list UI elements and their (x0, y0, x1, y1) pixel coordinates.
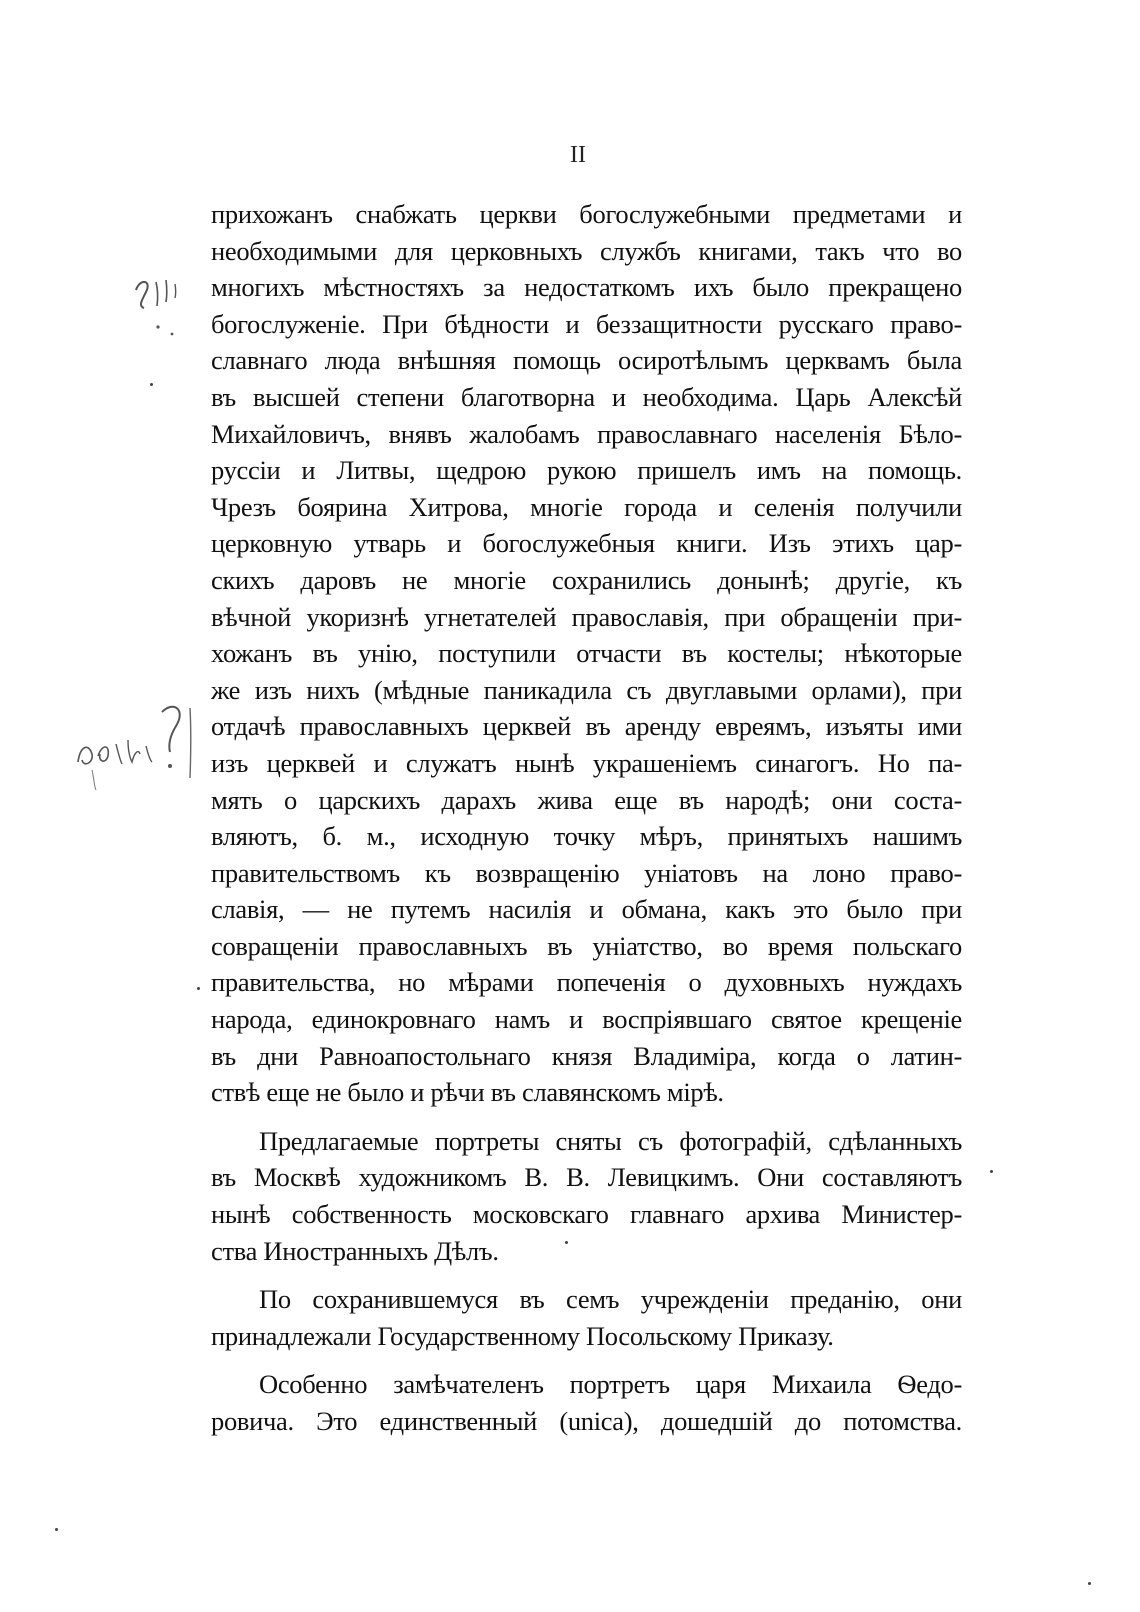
paragraph-4 (211, 1366, 962, 1439)
text-line: же изъ нихъ (мѣдные паникадила съ двуглавыми орлами), при (211, 674, 962, 705)
text-line: принадлежали Государственному Посольскому Приказу. (211, 1320, 834, 1351)
paragraph-3 (211, 1281, 962, 1354)
text-line: ровича. Это единственный (unica), дошедшій до потомства. (211, 1406, 962, 1436)
handwritten-margin-mark-top (128, 272, 188, 342)
text-line: мять о царскихъ дарахъ жива еще въ народѣ; они соста- (211, 784, 962, 815)
margin-speck (197, 987, 200, 990)
text-line: въ дни Равноапостольнаго князя Владиміра, когда о латин- (211, 1040, 962, 1071)
handwritten-margin-mark-middle (70, 692, 200, 792)
text-line: многихъ мѣстностяхъ за недостаткомъ ихъ было прекращено (211, 272, 962, 303)
text-line: скихъ даровъ не многіе сохранились донынѣ; другіе, къ (211, 564, 962, 595)
margin-speck (990, 1170, 993, 1173)
body-text (211, 196, 962, 1440)
text-line: правительствомъ къ возвращенію уніатовъ на лоно право- (211, 857, 962, 888)
text-line: славнаго люда внѣшняя помощь осиротѣлымъ церквамъ была (211, 345, 962, 376)
text-line: Особенно замѣчателенъ портретъ царя Михаила Ѳедо- (259, 1369, 962, 1400)
page-number: II (570, 142, 586, 168)
text-line: отдачѣ православныхъ церквей въ аренду евреямъ, изъяты ими (211, 711, 962, 742)
margin-speck (1088, 1582, 1091, 1585)
text-line: изъ церквей и служатъ нынѣ украшеніемъ синагогъ. Но па- (211, 747, 962, 778)
text-line: Михайловичъ, внявъ жалобамъ православнаго населенія Бѣло- (211, 418, 962, 449)
text-line: правительства, но мѣрами попеченія о духовныхъ нуждахъ (211, 967, 962, 998)
text-line: славія, — не путемъ насилія и обмана, какъ это было при (211, 894, 962, 925)
text-line: ствѣ еще не было и рѣчи въ славянскомъ мірѣ. (211, 1077, 724, 1108)
margin-speck (55, 1528, 58, 1531)
text-line: Чрезъ боярина Хитрова, многіе города и селенія получили (211, 491, 962, 522)
text-line: руссіи и Литвы, щедрою рукою пришелъ имъ на помощь. (211, 455, 962, 486)
text-line: необходимыми для церковныхъ службъ книгами, такъ что во (211, 235, 962, 266)
paragraph-1 (211, 196, 962, 1111)
text-line: ства Иностранныхъ Дѣлъ. (211, 1235, 499, 1266)
text-line: въ Москвѣ художникомъ В. В. Левицкимъ. Они составляютъ (211, 1162, 962, 1193)
text-line: вѣчной укоризнѣ угнетателей православія, при обращеніи при- (211, 601, 962, 632)
text-line: Предлагаемые портреты сняты съ фотографій, сдѣланныхъ (259, 1125, 962, 1156)
text-line: народа, единокровнаго намъ и воспріявшаго святое крещеніе (211, 1004, 962, 1035)
text-line: богослуженіе. При бѣдности и беззащитности русскаго право- (211, 308, 962, 339)
text-line: прихожанъ снабжать церкви богослужебными предметами и (211, 199, 962, 229)
text-line: нынѣ собственность московскаго главнаго архива Министер- (211, 1199, 962, 1230)
text-line: совращеніи православныхъ въ уніатство, во время польскаго (211, 930, 962, 961)
paragraph-2 (211, 1123, 962, 1269)
text-line: въ высшей степени благотворна и необходима. Царь Алексѣй (211, 381, 962, 412)
margin-speck (150, 383, 153, 386)
text-line: хожанъ въ унію, поступили отчасти въ костелы; нѣкоторые (211, 638, 962, 669)
text-line: церковную утварь и богослужебныя книги. Изъ этихъ цар- (211, 528, 962, 559)
text-line: По сохранившемуся въ семъ учрежденіи преданію, они (259, 1284, 962, 1315)
text-line: вляютъ, б. м., исходную точку мѣръ, принятыхъ нашимъ (211, 821, 962, 852)
